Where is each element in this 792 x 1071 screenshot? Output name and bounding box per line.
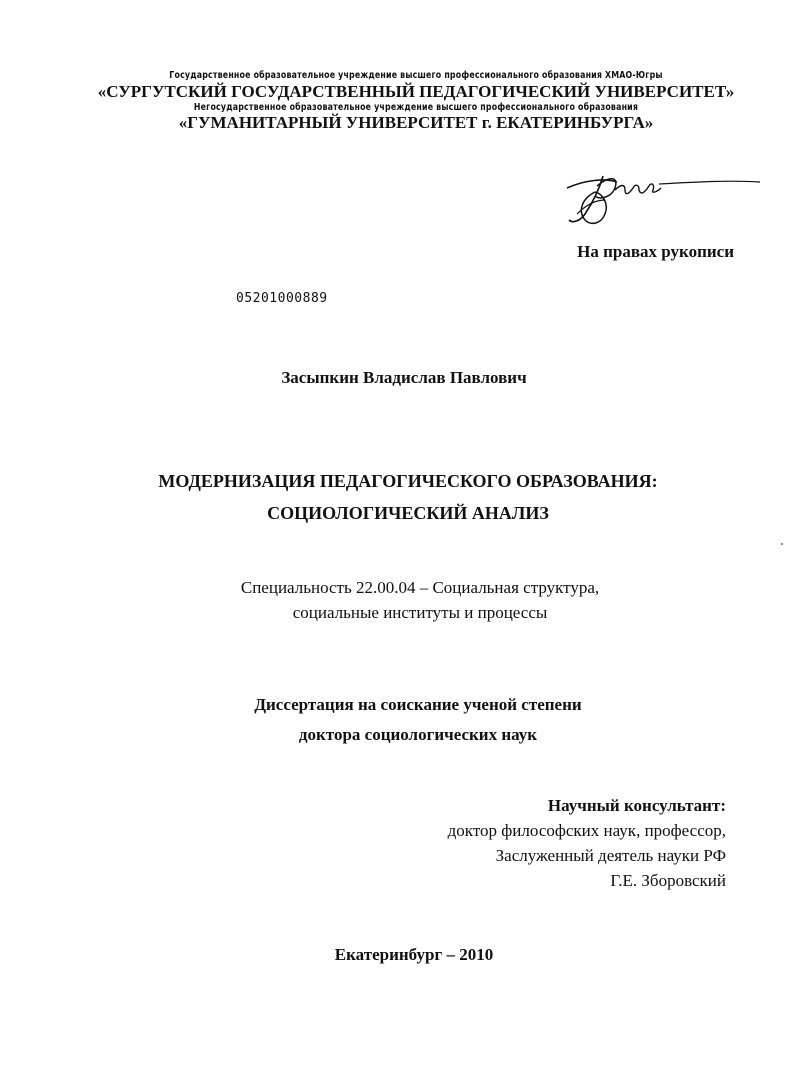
degree-statement bbox=[22, 690, 792, 750]
scientific-consultant bbox=[448, 793, 726, 893]
city-year: Екатеринбург – 2010 bbox=[334, 945, 494, 964]
degree-line-1: Диссертация на соискание ученой степени bbox=[254, 695, 582, 714]
consultant-honor: Заслуженный деятель науки РФ bbox=[495, 846, 726, 865]
institution-name-2: «ГУМАНИТАРНЫЙ УНИВЕРСИТЕТ г. ЕКАТЕРИНБУРГА» bbox=[178, 113, 654, 132]
manuscript-rights-note: На правах рукописи bbox=[577, 242, 734, 261]
consultant-name: Г.Е. Зборовский bbox=[610, 871, 726, 890]
catalog-code: 05201000889 bbox=[236, 291, 328, 306]
dissertation-title bbox=[12, 465, 792, 529]
specialty-line-2: социальные институты и процессы bbox=[292, 603, 548, 622]
specialty-line-1: Специальность 22.00.04 – Социальная структура, bbox=[240, 578, 600, 597]
author-name: Засыпкин Владислав Павлович bbox=[281, 368, 527, 387]
consultant-heading: Научный консультант: bbox=[547, 796, 726, 815]
scan-artifact bbox=[781, 543, 783, 545]
institution-name-1: «СУРГУТСКИЙ ГОСУДАРСТВЕННЫЙ ПЕДАГОГИЧЕСКИЙ УНИВЕРСИТЕТ» bbox=[97, 82, 735, 101]
title-line-2: СОЦИОЛОГИЧЕСКИЙ АНАЛИЗ bbox=[267, 503, 549, 523]
title-line-1: МОДЕРНИЗАЦИЯ ПЕДАГОГИЧЕСКОГО ОБРАЗОВАНИЯ: bbox=[158, 471, 658, 491]
degree-line-2: доктора социологических наук bbox=[298, 725, 538, 744]
signature-icon bbox=[555, 170, 770, 230]
institution-line-2: Негосударственное образовательное учреждение высшего профессионального образования bbox=[193, 102, 639, 113]
institution-line-1: Государственное образовательное учреждение высшего профессионального образования ХМАО-Югры bbox=[169, 70, 663, 81]
specialty bbox=[24, 575, 792, 625]
consultant-degree: доктор философских наук, профессор, bbox=[447, 821, 726, 840]
